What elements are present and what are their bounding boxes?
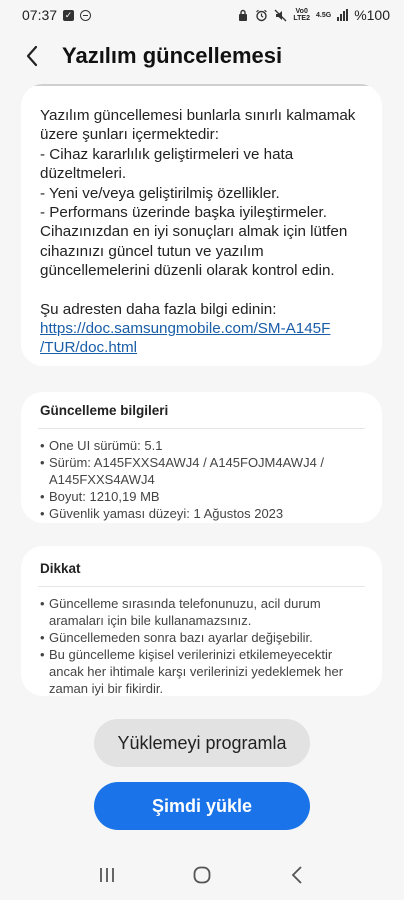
alarm-icon [255,9,268,22]
list-item: • Boyut: 1210,19 MB [40,488,363,505]
update-info-title: Güncelleme bilgileri [40,403,169,418]
update-info-card [21,392,382,523]
lock-icon [237,9,249,21]
home-icon [192,865,212,885]
scroll-cut-edge [21,84,382,94]
more-info-label: Şu adresten daha fazla bilgi edinin: [40,300,277,318]
net-bottom-label: LTE2 [293,15,310,22]
description-card[interactable] [21,84,382,366]
caution-list [40,595,363,697]
caution-title: Dikkat [40,561,81,576]
app-header [0,32,404,80]
page-title: Yazılım güncellemesi [62,43,283,68]
list-item: • Güvenlik yaması düzeyi: 1 Ağustos 2023 [40,505,363,522]
description-paragraph: Yazılım güncellemesi bunlarla sınırlı kalmamak üzere şunları içermektedir: [40,107,356,144]
description-advice: Cihazınızdan en iyi sonuçları almak için lütfen cihazınızı güncel tutun ve yazılım güncellemelerini düzenli olarak kontrol edin. [40,223,348,280]
recent-apps-icon [97,866,117,884]
doc-link[interactable] [40,320,330,356]
checkbox-icon: ✓ [64,9,73,20]
divider [38,428,365,429]
doc-link-line2: /TUR/doc.html [40,339,138,357]
description-item: - Yeni ve/veya geliştirilmiş özellikler. [40,184,280,202]
signal-icon [337,9,348,21]
divider [38,586,365,587]
list-item: • One UI sürümü: 5.1 [40,437,363,454]
home-button[interactable] [182,855,222,895]
list-item: • Bu güncelleme kişisel verilerinizi etkilemeyecektir ancak her ihtimale karşı verilerinizi yedeklemek her zaman iyi bir fikirdir. [40,646,363,697]
list-item: • Güncellemeden sonra bazı ayarlar değişebilir. [40,629,363,646]
list-item: • Sürüm: A145FXXS4AWJ4 / A145FOJM4AWJ4 / A145FXXS4AWJ4 [40,454,363,488]
install-now-button[interactable]: Şimdi yükle [94,782,310,830]
list-item: • Güncelleme sırasında telefonunuzu, acil durum aramaları için bile kullanamazsınız. [40,595,363,629]
battery-percent: %100 [354,7,390,23]
description-item: - Performans üzerinde başka iyileştirmeler. [40,204,327,222]
schedule-install-button[interactable]: Yüklemeyi programla [94,719,310,767]
navigation-bar [0,850,404,900]
update-info-list [40,437,363,522]
net-top-label: Vo0 [295,8,308,15]
net-speed-label: 4.5G [316,11,332,19]
recent-apps-button[interactable] [87,855,127,895]
nav-back-icon [290,865,304,885]
network-indicator [293,8,310,22]
nav-back-button[interactable] [277,855,317,895]
back-arrow-icon [25,45,39,67]
caution-card [21,546,382,696]
doc-link-line1: https://doc.samsungmobile.com/SM-A145F [40,320,331,338]
back-button[interactable] [10,34,54,78]
status-time: 07:37 [22,7,58,23]
do-not-disturb-icon [80,10,91,21]
description-item: - Cihaz kararlılık geliştirmeleri ve hata düzeltmeleri. [40,145,294,183]
status-bar [0,0,404,30]
mute-icon [274,9,287,22]
description-body [40,84,363,358]
